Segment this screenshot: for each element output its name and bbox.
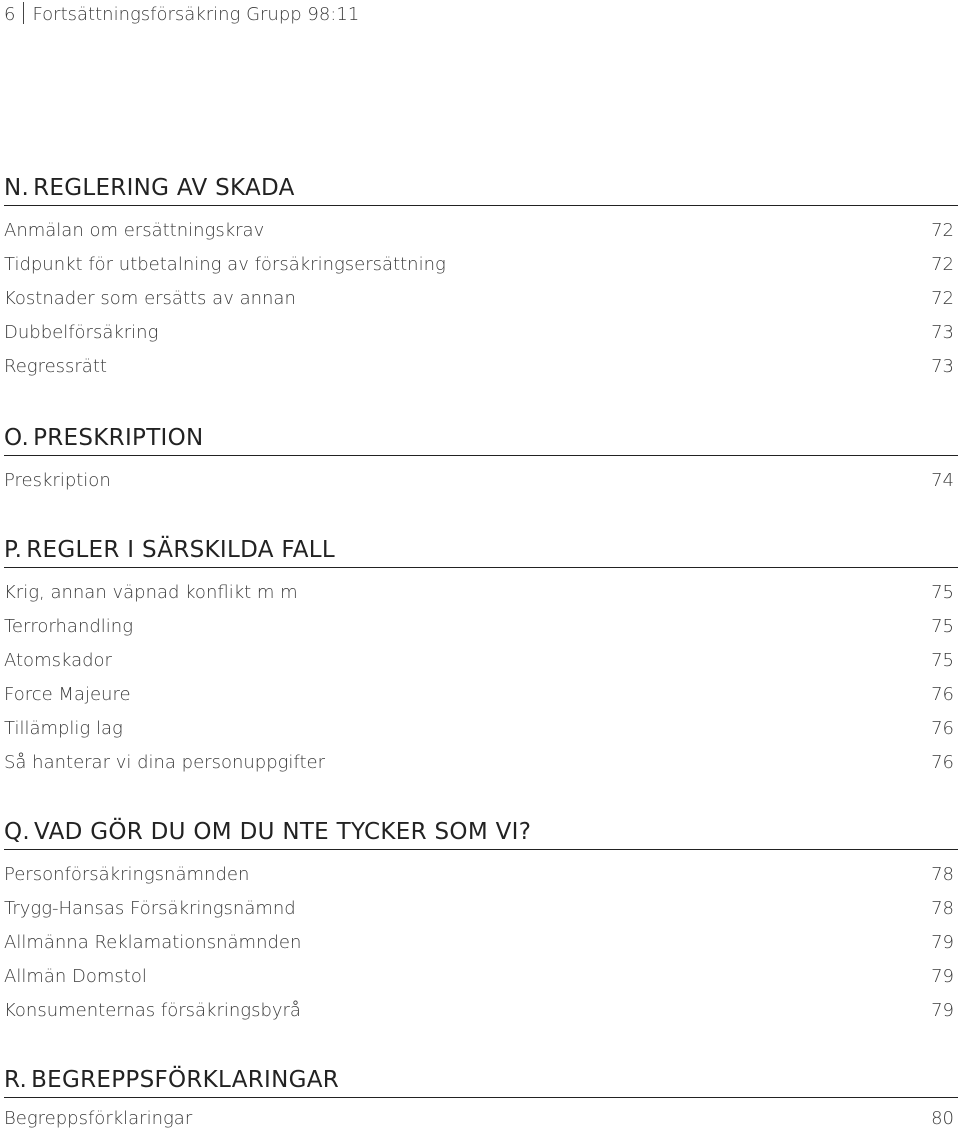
entry-page: 72 [931, 288, 954, 309]
entry-page: 78 [931, 898, 954, 919]
toc-entry[interactable] [4, 678, 954, 712]
toc-entries [4, 858, 954, 1028]
section-title: BEGREPPSFÖRKLARINGAR [31, 1067, 340, 1093]
toc-entry[interactable] [4, 1102, 954, 1136]
section-heading [4, 818, 954, 846]
entry-label: Preskription [4, 470, 111, 491]
entry-label: Anmälan om ersättningskrav [4, 220, 265, 241]
entry-page: 79 [931, 1000, 954, 1021]
entry-label: Allmänna Reklamationsnämnden [4, 932, 302, 953]
entry-page: 73 [931, 322, 954, 343]
entry-label: Konsumenternas försäkringsbyrå [4, 1000, 301, 1021]
entry-label: Personförsäkringsnämnden [4, 864, 250, 885]
entry-label: Krig, annan väpnad konflikt m m [4, 582, 298, 603]
toc-entry[interactable] [4, 712, 954, 746]
toc-section-q [4, 818, 954, 1028]
toc-entry[interactable] [4, 610, 954, 644]
entry-page: 78 [931, 864, 954, 885]
section-letter: O. [4, 425, 30, 451]
toc-entry[interactable] [4, 282, 954, 316]
toc-entry[interactable] [4, 576, 954, 610]
entry-page: 75 [931, 582, 954, 603]
header-divider [23, 2, 24, 24]
toc-entry[interactable] [4, 248, 954, 282]
toc-entry[interactable] [4, 858, 954, 892]
entry-label: Atomskador [4, 650, 112, 671]
section-rule [4, 455, 958, 456]
toc-entry[interactable] [4, 350, 954, 384]
entry-page: 72 [931, 220, 954, 241]
entry-page: 80 [931, 1108, 954, 1129]
toc-entry[interactable] [4, 960, 954, 994]
page-header [4, 2, 359, 25]
toc-entry[interactable] [4, 926, 954, 960]
entry-page: 72 [931, 254, 954, 275]
section-title: PRESKRIPTION [33, 425, 204, 451]
page-number: 6 [4, 4, 16, 25]
entry-label: Tidpunkt för utbetalning av försäkringsersättning [4, 254, 446, 275]
toc-entry[interactable] [4, 464, 954, 498]
entry-label: Allmän Domstol [4, 966, 147, 987]
toc-section-o [4, 424, 954, 498]
entry-label: Begreppsförklaringar [4, 1108, 193, 1129]
section-heading [4, 536, 954, 564]
entry-page: 76 [931, 752, 954, 773]
entry-label: Trygg-Hansas Försäkringsnämnd [4, 898, 296, 919]
entry-label: Tillämplig lag [4, 718, 123, 739]
entry-page: 73 [931, 356, 954, 377]
toc-entry[interactable] [4, 316, 954, 350]
toc-entry[interactable] [4, 214, 954, 248]
toc-entry[interactable] [4, 892, 954, 926]
section-heading [4, 174, 954, 202]
entry-page: 76 [931, 718, 954, 739]
section-rule [4, 205, 958, 206]
toc-section-p [4, 536, 954, 780]
section-title: VAD GÖR DU OM DU NTE TYCKER SOM VI? [34, 819, 532, 845]
section-letter: R. [4, 1067, 28, 1093]
toc-entry[interactable] [4, 644, 954, 678]
entry-label: Kostnader som ersätts av annan [4, 288, 296, 309]
section-heading [4, 1066, 954, 1094]
entry-page: 79 [931, 966, 954, 987]
section-title: REGLER I SÄRSKILDA FALL [26, 537, 336, 563]
section-letter: Q. [4, 819, 31, 845]
toc-entries [4, 1102, 954, 1136]
toc-section-r [4, 1066, 954, 1136]
toc-entries [4, 464, 954, 498]
section-letter: N. [4, 175, 30, 201]
section-rule [4, 567, 958, 568]
section-title: REGLERING AV SKADA [33, 175, 295, 201]
entry-page: 75 [931, 616, 954, 637]
document-title: Fortsättningsförsäkring Grupp 98:11 [32, 4, 360, 25]
section-rule [4, 849, 958, 850]
toc-entries [4, 576, 954, 780]
entry-label: Terrorhandling [4, 616, 133, 637]
entry-label: Dubbelförsäkring [4, 322, 159, 343]
entry-label: Force Majeure [4, 684, 131, 705]
entry-page: 75 [931, 650, 954, 671]
section-rule [4, 1097, 958, 1098]
toc-entry[interactable] [4, 746, 954, 780]
entry-label: Regressrätt [4, 356, 107, 377]
section-heading [4, 424, 954, 452]
entry-label: Så hanterar vi dina personuppgifter [4, 752, 325, 773]
entry-page: 74 [931, 470, 954, 491]
toc-section-n [4, 174, 954, 384]
toc-entry[interactable] [4, 994, 954, 1028]
entry-page: 79 [931, 932, 954, 953]
toc-entries [4, 214, 954, 384]
entry-page: 76 [931, 684, 954, 705]
section-letter: P. [4, 537, 23, 563]
